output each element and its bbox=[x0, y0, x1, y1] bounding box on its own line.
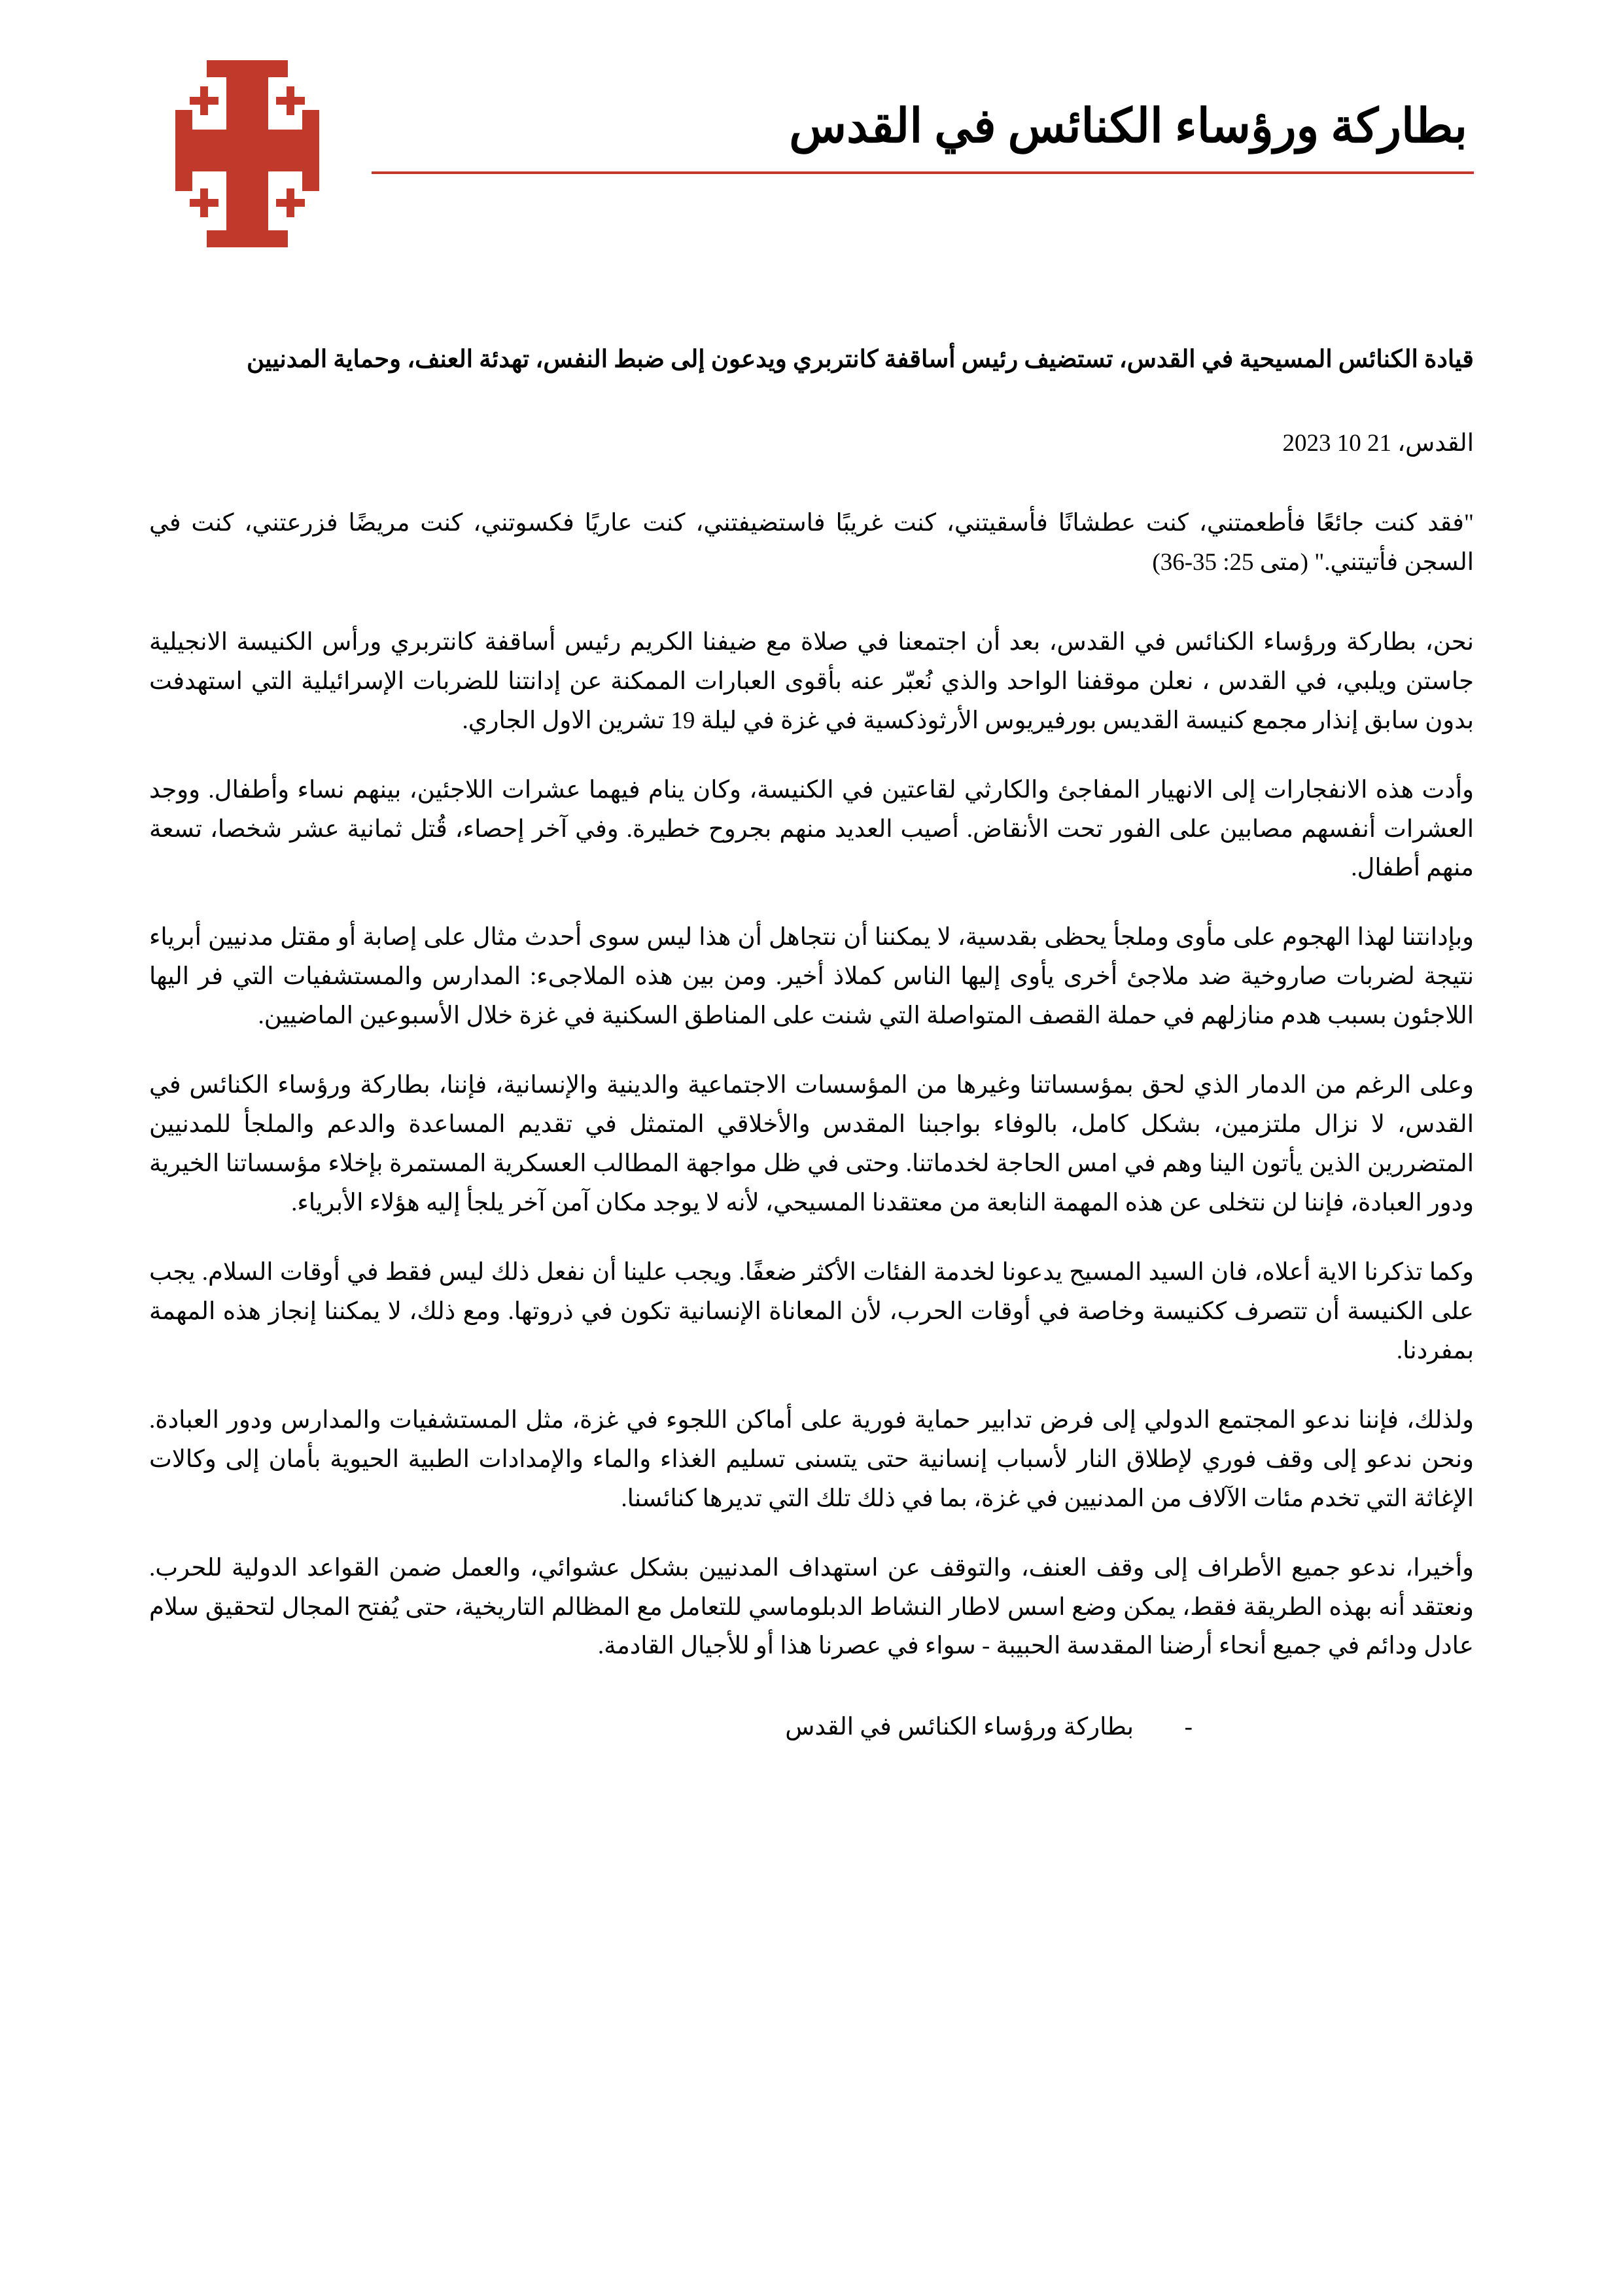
paragraph-3: وبإدانتنا لهذا الهجوم على مأوى وملجأ يحظى بقدسية، لا يمكننا أن نتجاهل أن هذا ليس سوى أحدث مثال على إصابة أو مقتل مدنيين أبرياء نتيجة لضربات صاروخية ضد ملاجئ أخرى يأوى إليها الناس كملاذ أخير. ومن بين هذه الملاجىء: المدارس والمستشفيات التي فر اليها اللاجئون بسبب هدم منازلهم في حملة القصف المتواصلة التي شنت على المناطق السكنية في غزة خلال الأسبوعين الماضيين. bbox=[149, 924, 1474, 1030]
jerusalem-cross-icon bbox=[149, 39, 345, 262]
paragraph-6: ولذلك، فإننا ندعو المجتمع الدولي إلى فرض تدابير حماية فورية على أماكن اللجوء في غزة، مثل المستشفيات والمدارس ودور العبادة. ونحن ندعو إلى وقف فوري لإطلاق النار لأسباب إنسانية حتى يتسنى تسليم الغذاء والماء والإمدادات الطبية الحيوية بأمان إلى وكالات الإغاثة التي تخدم مئات الآلاف من المدنيين في غزة، بما في ذلك تلك التي تديرها كنائسنا. bbox=[149, 1406, 1474, 1512]
page-title: بطاركة ورؤساء الكنائس في القدس bbox=[789, 100, 1467, 152]
signature-line bbox=[149, 1708, 1474, 1747]
paragraph-4: وعلى الرغم من الدمار الذي لحق بمؤسساتنا وغيرها من المؤسسات الاجتماعية والدينية والإنسانية، فإننا، بطاركة ورؤساء الكنائس في القدس، لا نزال ملتزمين، بشكل كامل، بالوفاء بواجبنا المقدس والأخلاقي المتمثل في تقديم المساعدة والدعم والملجأ للمدنيين المتضررين الذين يأتون الينا وهم في امس الحاجة لخدماتنا. وحتى في ظل مواجهة المطالب العسكرية المستمرة بإخلاء مؤسساتنا الخيرية ودور العبادة، فإننا لن نتخلى عن هذه المهمة النابعة من معتقدنا المسيحي، لأنه لا يوجد مكان آمن آخر يلجأ إليه هؤلاء الأبرياء. bbox=[149, 1072, 1474, 1216]
header-divider bbox=[372, 171, 1474, 174]
document-subject-line: قيادة الكنائس المسيحية في القدس، تستضيف رئيس أساقفة كانتربري ويدعون إلى ضبط النفس، تهدئة العنف، وحماية المدنيين bbox=[247, 346, 1474, 373]
signature-text: بطاركة ورؤساء الكنائس في القدس bbox=[785, 1714, 1134, 1741]
document-body bbox=[149, 340, 1474, 1747]
paragraph-1: نحن، بطاركة ورؤساء الكنائس في القدس، بعد أن اجتمعنا في صلاة مع ضيفنا الكريم رئيس أساقفة كانتربري ورأس الكنيسة الانجيلية جاستن ويلبي، في القدس ، نعلن موقفنا الواحد والذي نُعبّر عنه بأقوى العبارات الممكنة عن إدانتنا للضربات الإسرائيلية التي استهدفت بدون سابق إنذار مجمع كنيسة القديس بورفيريوس الأرثوذكسية في غزة في ليلة 19 تشرين الاول الجاري. bbox=[149, 628, 1474, 734]
header-title-wrap bbox=[372, 39, 1474, 174]
document-header bbox=[149, 39, 1474, 288]
paragraph-5: وكما تذكرنا الاية أعلاه، فان السيد المسيح يدعونا لخدمة الفئات الأكثر ضعفًا. ويجب علينا أن نفعل ذلك ليس فقط في أوقات السلام. يجب على الكنيسة أن تتصرف ككنيسة وخاصة في أوقات الحرب، لأن المعاناة الإنسانية تكون في ذروتها. ومع ذلك، لا يمكننا إنجاز هذه المهمة بمفردنا. bbox=[149, 1258, 1474, 1364]
document-place-date: القدس، 21 10 2023 bbox=[1282, 429, 1474, 457]
signature-dash: - bbox=[1184, 1714, 1193, 1741]
scripture-quote: "فقد كنت جائعًا فأطعمتني، كنت عطشانًا فأسقيتني، كنت غريبًا فاستضيفتني، كنت عاريًا فكسوتني، كنت مريضًا فزرعتني، كنت في السجن فأتيتني." (متى 25: 35-36) bbox=[149, 509, 1474, 576]
paragraph-7: وأخيرا، ندعو جميع الأطراف إلى وقف العنف، والتوقف عن استهداف المدنيين بشكل عشوائي، والعمل ضمن القواعد الدولية للحرب. ونعتقد أنه بهذه الطريقة فقط، يمكن وضع اسس لاطار النشاط الدبلوماسي للتعامل مع المظالم التاريخية، حتى يُفتح المجال لتحقيق سلام عادل ودائم في جميع أنحاء أرضنا المقدسة الحبيبة - سواء في عصرنا هذا أو للأجيال القادمة. bbox=[149, 1554, 1474, 1660]
paragraph-2: وأدت هذه الانفجارات إلى الانهيار المفاجئ والكارثي لقاعتين في الكنيسة، وكان ينام فيهما عشرات اللاجئين، بينهم نساء وأطفال. ووجد العشرات أنفسهم مصابين على الفور تحت الأنقاض. أصيب العديد منهم بجروح خطيرة. وفي آخر إحصاء، قُتل ثمانية عشر شخصا، تسعة منهم أطفال. bbox=[149, 776, 1474, 882]
